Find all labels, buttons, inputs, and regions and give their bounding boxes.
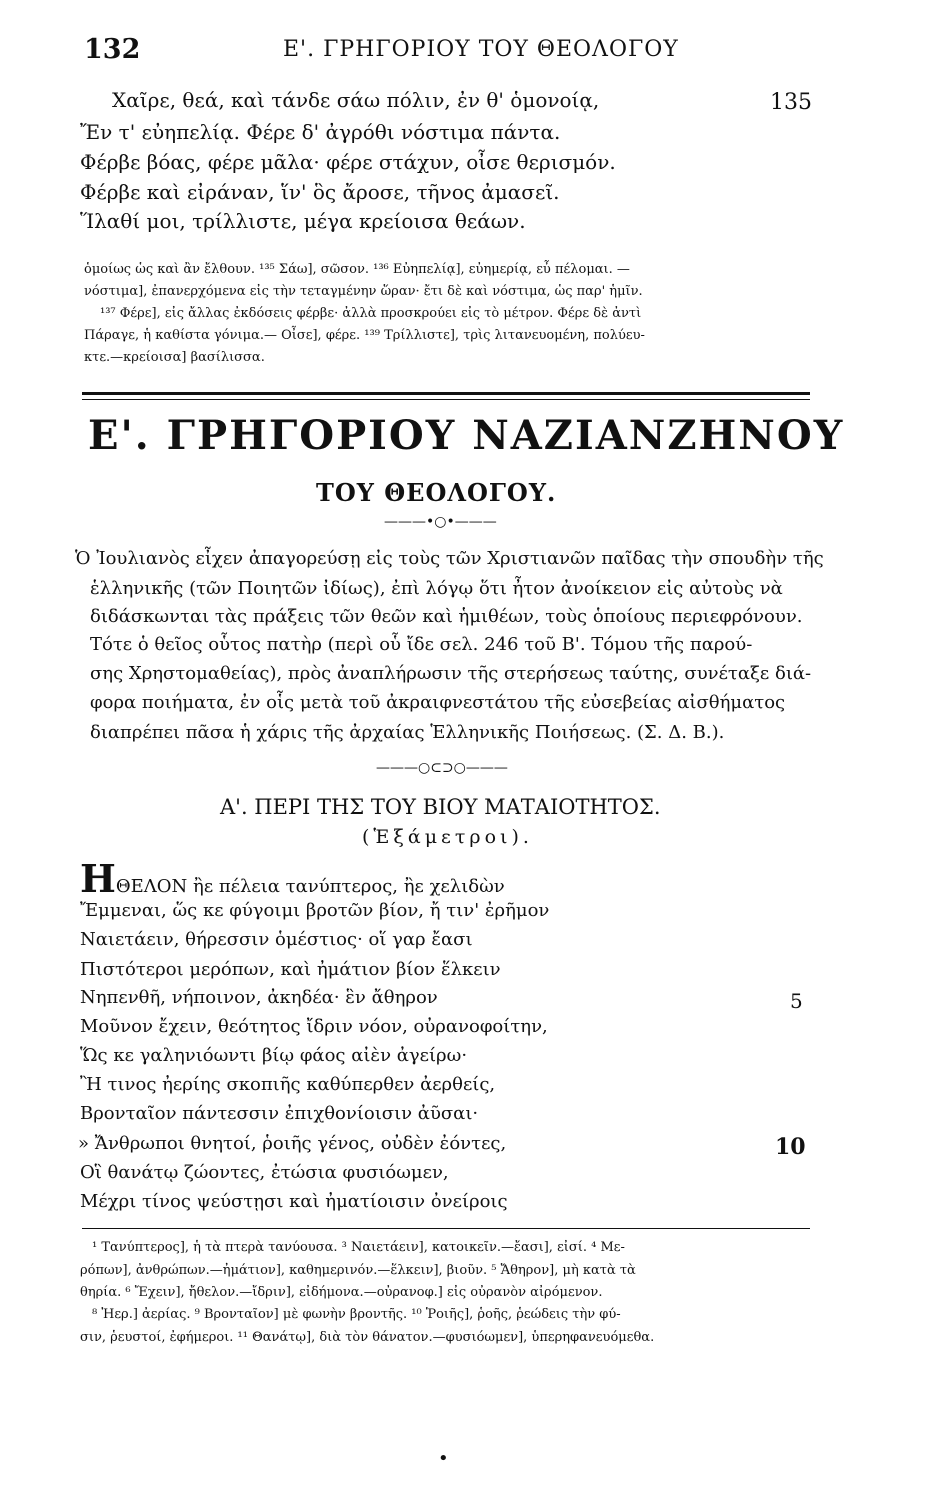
poem-line: Μέχρι τίνος ψεύστῃσι καὶ ἠματίοισιν ὀνείροις bbox=[80, 1191, 508, 1212]
intro-line: φορα ποιήματα, ἐν οἷς μετὰ τοῦ ἀκραιφνεστάτου τῆς εὐσεβείας αἰσθήματος bbox=[90, 692, 786, 713]
note-line: Πάραγε, ἡ καθίστα γόνιμα.— Οἶσε], φέρε. ¹³⁹ Τρίλλιστε], τρὶς λιτανευομένη, πολύευ- bbox=[84, 328, 645, 343]
line-number: 10 bbox=[775, 1134, 806, 1160]
ornament-divider: ———•○•——— bbox=[384, 514, 497, 530]
poem-line: Ἔμμεναι, ὥς κε φύγοιμι βροτῶν βίον, ἤ τιν' ἐρῆμον bbox=[80, 900, 550, 921]
poem-first-line-text: ΘΕΛΟΝ ἢε πέλεια τανύπτερος, ἢε χελιδὼν bbox=[115, 876, 505, 897]
main-title: Ε'. ΓΡΗΓΟΡΙΟΥ ΝΑΖΙΑΝΖΗΝΟΥ bbox=[88, 412, 845, 459]
intro-line: Τότε ὁ θεῖος οὗτος πατὴρ (περὶ οὗ ἴδε σελ. 246 τοῦ Β'. Τόμου τῆς παρού- bbox=[90, 634, 753, 655]
intro-line: σης Χρηστομαθείας), πρὸς ἀναπλήρωσιν τῆς στερήσεως ταύτης, συνέταξε διά- bbox=[90, 663, 812, 684]
sub-title: ΤΟΥ ΘΕΟΛΟΓΟΥ. bbox=[316, 478, 557, 507]
line-number: 135 bbox=[770, 90, 812, 115]
poem-line: Πιστότεροι μερόπων, καὶ ἠμάτιον βίον ἕλκειν bbox=[80, 959, 501, 980]
footnote-line: ¹ Τανύπτερος], ἡ τὰ πτερὰ τανύουσα. ³ Ναιετάειν], κατοικεῖν.—ἔασι], εἰσί. ⁴ Με- bbox=[92, 1240, 625, 1255]
running-title: Ε'. ΓΡΗΓΟΡΙΟΥ ΤΟΥ ΘΕΟΛΟΓΟΥ bbox=[283, 37, 679, 62]
poem-line: Ὥς κε γαληνιόωντι βίῳ φάος αἰὲν ἀγείρω· bbox=[80, 1045, 468, 1066]
top-poem-line: Χαῖρε, θεά, καὶ τάνδε σάω πόλιν, ἐν θ' ὁμονοίᾳ, bbox=[112, 88, 600, 112]
poem-line: Οἳ θανάτῳ ζώοντες, ἐτώσια φυσιόωμεν, bbox=[80, 1162, 449, 1183]
note-line: ὁμοίως ὡς καὶ ἂν ἔλθουν. ¹³⁵ Σάω], σῶσον. ¹³⁶ Εὐηπελίᾳ], εὐημερίᾳ, εὖ πέλομαι. — bbox=[84, 262, 630, 277]
ornament-divider: ———○⊂⊃○——— bbox=[376, 760, 508, 776]
top-poem-line: Φέρβε καὶ εἰράναν, ἵν' ὃς ἄροσε, τῆνος ἀμασεῖ. bbox=[80, 180, 560, 204]
poem-line: » Ἄνθρωποι θνητοί, ῥοιῆς γένος, οὐδὲν ἐόντες, bbox=[78, 1133, 507, 1154]
intro-line: διαπρέπει πᾶσα ἡ χάρις τῆς ἀρχαίας Ἑλληνικῆς Ποιήσεως. (Σ. Δ. Β.). bbox=[90, 722, 725, 743]
top-poem-line: Φέρβε βόας, φέρε μᾶλα· φέρε στάχυν, οἶσε θερισμόν. bbox=[80, 150, 616, 174]
bottom-mark: • bbox=[438, 1448, 449, 1469]
poem-first-line bbox=[80, 856, 505, 901]
poem-line: Μοῦνον ἔχειν, θεότητος ἴδριν νόον, οὐρανοφοίτην, bbox=[80, 1016, 548, 1037]
note-line: νόστιμα], ἐπανερχόμενα εἰς τὴν τεταγμένην ὥραν· ἔτι δὲ καὶ νόστιμα, ὡς παρ' ἡμῖν. bbox=[84, 284, 643, 299]
poem-line: Βρονταῖον πάντεσσιν ἐπιχθονίοισιν ἀῦσαι· bbox=[80, 1103, 479, 1124]
drop-cap: Η bbox=[80, 856, 116, 901]
top-poem-line: Ἔν τ' εὐηπελίᾳ. Φέρε δ' ἀγρόθι νόστιμα πάντα. bbox=[80, 120, 561, 144]
section-rule-thick bbox=[82, 392, 810, 395]
line-number: 5 bbox=[790, 989, 803, 1013]
page-number: 132 bbox=[84, 34, 141, 65]
footnote-rule bbox=[82, 1228, 810, 1229]
intro-line: Ὁ Ἰουλιανὸς εἶχεν ἀπαγορεύσῃ εἰς τοὺς τῶν Χριστιανῶν παῖδας τὴν σπουδὴν τῆς bbox=[75, 548, 824, 569]
footnote-line: ρόπων], ἀνθρώπων.—ἠμάτιον], καθημερινόν.—ἕλκειν], βιοῦν. ⁵ Ἄθηρον], μὴ κατὰ τὰ bbox=[80, 1263, 636, 1278]
footnote-line: σιν, ῥευστοί, ἐφήμεροι. ¹¹ Θανάτῳ], διὰ τὸν θάνατον.—φυσιόωμεν], ὑπερηφανευόμεθα. bbox=[80, 1330, 655, 1345]
intro-line: ἑλληνικῆς (τῶν Ποιητῶν ἰδίως), ἐπὶ λόγῳ ὅτι ἦτον ἀνοίκειον εἰς αὐτοὺς νὰ bbox=[90, 578, 783, 599]
section-rule-thin bbox=[82, 399, 810, 400]
poem-line: Νηπενθῆ, νήποινον, ἀκηδέα· ἓν ἄθηρον bbox=[80, 987, 438, 1008]
poem-line: Ἢ τινος ἠερίης σκοπιῆς καθύπερθεν ἀερθείς, bbox=[80, 1074, 496, 1095]
section-title: Α'. ΠΕΡΙ ΤΗΣ ΤΟΥ ΒΙΟΥ ΜΑΤΑΙΟΤΗΤΟΣ. bbox=[220, 795, 661, 819]
top-poem-line: Ἵλαθί μοι, τρίλλιστε, μέγα κρείοισα θεάων. bbox=[80, 209, 526, 233]
footnote-line: θηρία. ⁶ Ἔχειν], ἤθελον.—ἴδριν], εἰδήμονα.—οὐρανοφ.] εἰς οὐρανὸν αἰρόμενον. bbox=[80, 1285, 603, 1300]
intro-line: διδάσκωνται τὰς πράξεις τῶν θεῶν καὶ ἡμιθέων, τοὺς ὁποίους περιεφρόνουν. bbox=[90, 606, 803, 627]
meter-note: (Ἑξάμετροι). bbox=[362, 826, 533, 848]
poem-line: Ναιετάειν, θήρεσσιν ὁμέστιος· οἵ γαρ ἔασι bbox=[80, 929, 473, 950]
footnote-line: ⁸ Ἠερ.] ἀερίας. ⁹ Βρονταῖον] μὲ φωνὴν βροντῆς. ¹⁰ Ῥοιῆς], ῥοῆς, ῥεώδεις τὴν φύ- bbox=[92, 1307, 621, 1322]
note-line: κτε.—κρείοισα] βασίλισσα. bbox=[84, 350, 265, 365]
note-line: ¹³⁷ Φέρε], εἰς ἄλλας ἐκδόσεις φέρβε· ἀλλὰ προσκρούει εἰς τὸ μέτρον. Φέρε δὲ ἀντὶ bbox=[100, 306, 642, 321]
